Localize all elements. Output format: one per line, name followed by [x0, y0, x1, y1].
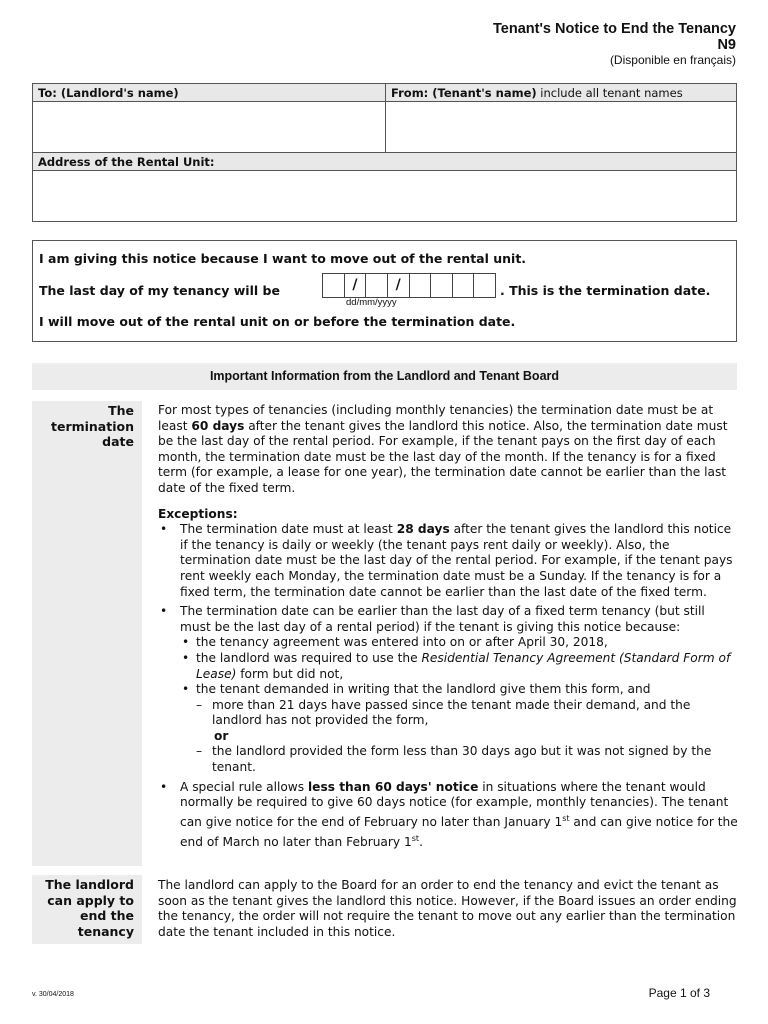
list-item: • The termination date can be earlier than the last day of a fixed term tenancy (but still must be the last day of a rental period) if the tenant is giving this notice because: • the tenancy agreement was entered into on or after April 30, 2018, • the landlord was required to use the Residential Tenancy Agreement (Standard Form of Lease) form but did not, • the tenant demanded in writing that the landlord give them this form, and – more than 21 days have passed since the tenant made their demand, and the landlord has not provided the form, or – the landlord provided the form less than 30 days ago but it was not signed by the tenant. — [180, 604, 738, 776]
list-item: – more than 21 days have passed since the tenant made their demand, and the landlord has not provided the form, — [212, 698, 738, 729]
landlord-name-label: To: (Landlord's name) — [33, 84, 386, 102]
or-connector: or — [214, 728, 229, 743]
parties-table — [32, 83, 737, 222]
french-availability: (Disponible en français) — [609, 53, 736, 67]
last-day-label: The last day of my tenancy will be — [39, 283, 280, 298]
termination-date-field[interactable] — [322, 273, 496, 298]
list-item: • the landlord was required to use the Residential Tenancy Agreement (Standard Form of Lease) form but did not, — [196, 651, 738, 682]
notice-box — [32, 240, 737, 342]
date-year-2[interactable] — [431, 273, 453, 298]
tenant-name-label: From: (Tenant's name) include all tenant names — [386, 84, 737, 102]
landlord-apply-text: The landlord can apply to the Board for an order to end the tenancy and evict the tenant as soon as the tenant gives the landlord this notice. However, if the Board issues an order ending the tenancy, the order will not require the tenant to move out any earlier than the termination date the tenant included in this notice. — [158, 878, 737, 939]
date-year-1[interactable] — [410, 273, 432, 298]
move-out-statement: I will move out of the rental unit on or before the termination date. — [39, 314, 516, 329]
date-separator: / — [352, 277, 358, 293]
date-year-3[interactable] — [453, 273, 475, 298]
termination-date-text — [158, 403, 738, 850]
landlord-apply-heading: The landlord can apply to end the tenancy — [32, 875, 142, 944]
exceptions-heading: Exceptions: — [158, 506, 238, 521]
address-field[interactable] — [33, 171, 737, 222]
date-format-hint: dd/mm/yyyy — [346, 297, 397, 308]
date-month-1[interactable] — [366, 273, 388, 298]
termination-date-paragraph: For most types of tenancies (including monthly tenancies) the termination date must be at least 60 days after the tenant gives the landlord this notice. Also, the termination date must be the last day of the rental period. For example, if the tenant pays on the first day of each month, the termination date must be the last day of the month. If the tenancy is for a fixed term (for example, a lease for one year), the termination date cannot be earlier than the last date of the fixed term. — [158, 403, 728, 495]
form-title: Tenant's Notice to End the Tenancy — [493, 21, 736, 37]
exceptions-list — [158, 522, 738, 850]
list-item: • A special rule allows less than 60 days' notice in situations where the tenant would normally be required to give 60 days notice (for example, monthly tenancies). The tenant can give notice for the end of February no later than January 1st and can give notice for the end of March no later than February 1st. — [180, 780, 738, 851]
notice-reason: I am giving this notice because I want to move out of the rental unit. — [39, 251, 527, 266]
version-label: v. 30/04/2018 — [32, 991, 74, 998]
list-item: • the tenancy agreement was entered into on or after April 30, 2018, — [196, 635, 738, 651]
list-item: • The termination date must at least 28 days after the tenant gives the landlord this notice if the tenancy is daily or weekly (the tenant pays rent daily or weekly). Also, the termination date must be the last day of the rental period. For example, if the tenant pays rent weekly each Monday, the termination date must be a Sunday. If the tenancy is for a fixed term, the termination date cannot be earlier than the last date of the fixed term. — [180, 522, 738, 600]
sub-sub-list — [196, 744, 738, 775]
date-year-4[interactable] — [474, 273, 496, 298]
date-separator: / — [395, 277, 401, 293]
tenant-name-field[interactable] — [386, 102, 737, 153]
termination-date-note: . This is the termination date. — [500, 283, 711, 298]
sub-sub-list — [196, 698, 738, 729]
termination-date-heading: The termination date — [32, 401, 142, 866]
list-item: • the tenant demanded in writing that the landlord give them this form, and – more than 21 days have passed since the tenant made their demand, and the landlord has not provided the form, or – the landlord provided the form less than 30 days ago but it was not signed by the tenant. — [196, 682, 738, 776]
info-section-title: Important Information from the Landlord and Tenant Board — [32, 363, 737, 390]
page-number: Page 1 of 3 — [648, 986, 710, 1000]
form-code: N9 — [717, 37, 736, 53]
date-day-1[interactable] — [322, 273, 345, 298]
date-month-2[interactable] — [388, 273, 410, 298]
address-label: Address of the Rental Unit: — [33, 153, 737, 171]
sub-list — [180, 635, 738, 775]
landlord-name-field[interactable] — [33, 102, 386, 153]
list-item: – the landlord provided the form less than 30 days ago but it was not signed by the tenant. — [212, 744, 738, 775]
date-day-2[interactable] — [345, 273, 367, 298]
